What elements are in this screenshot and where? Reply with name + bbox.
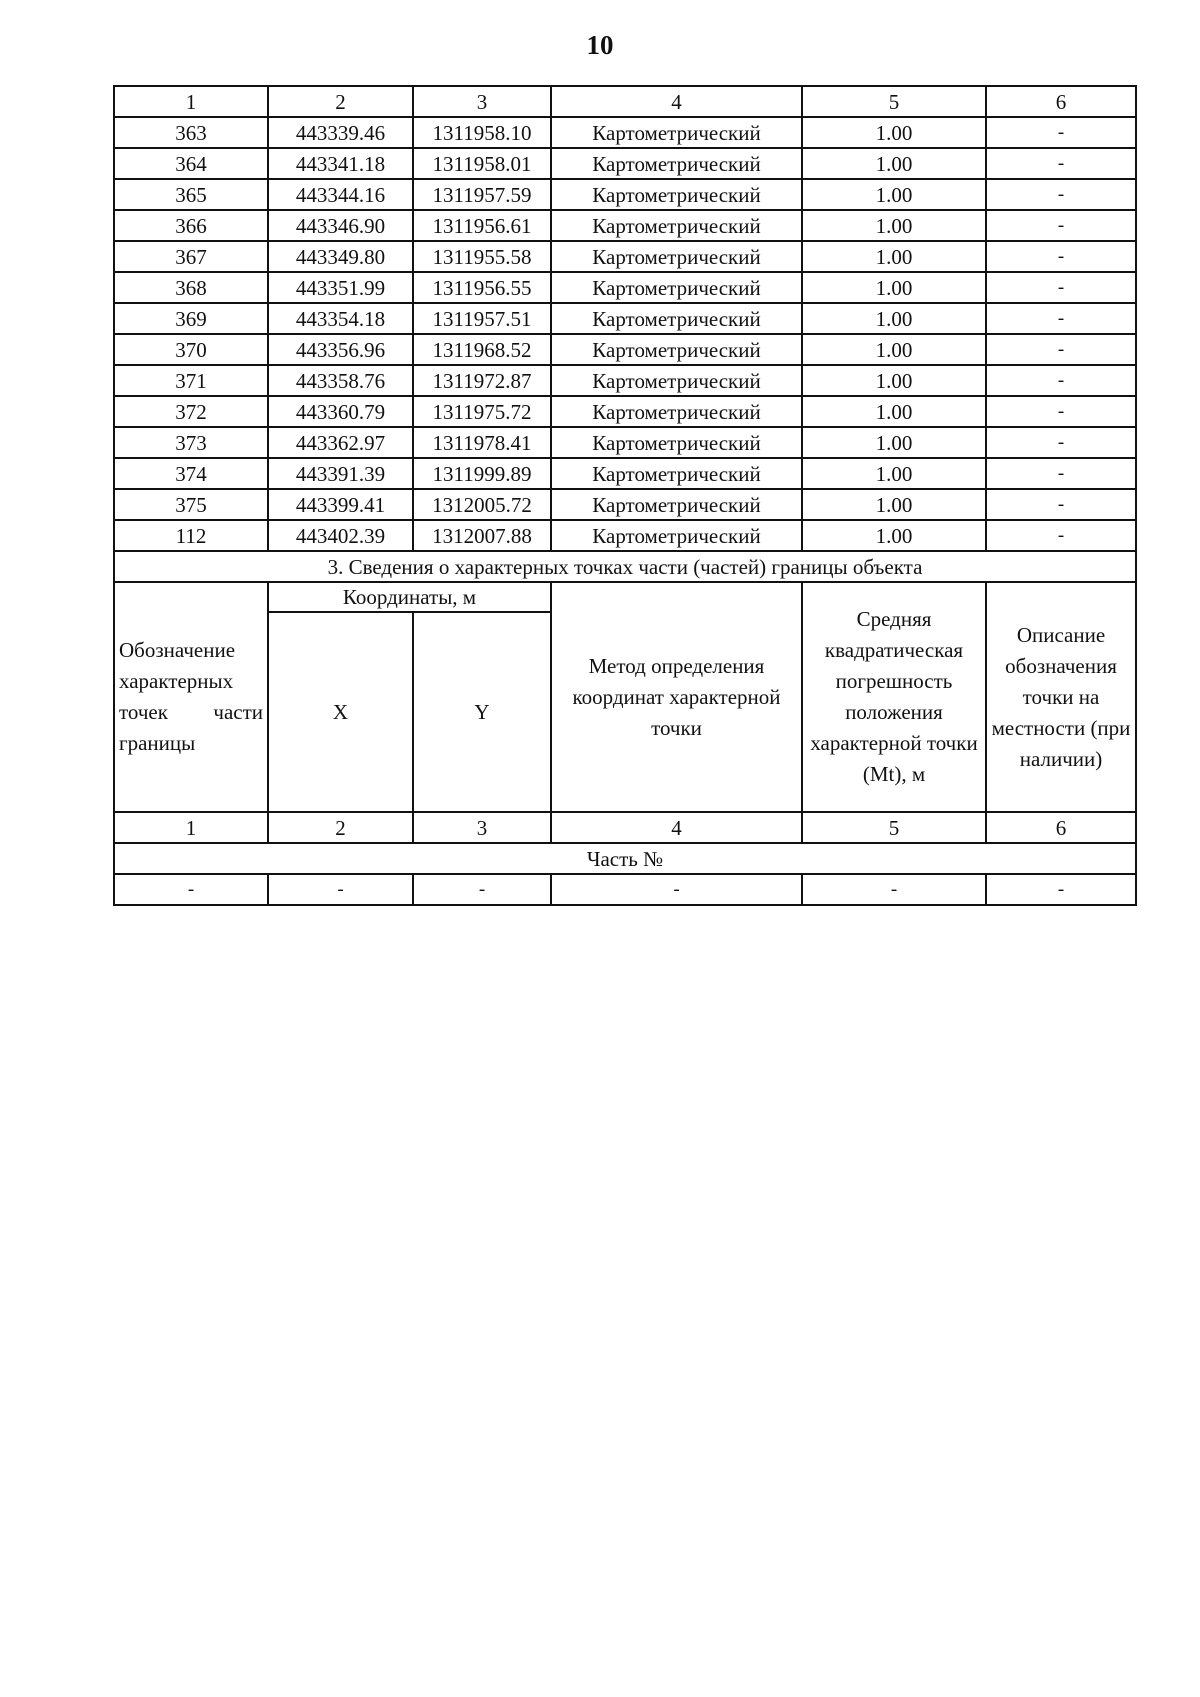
x-cell: 443402.39 [268, 520, 413, 551]
table-row [114, 427, 1136, 458]
part-row [114, 843, 1136, 874]
description-cell: - [986, 396, 1136, 427]
table-row [114, 179, 1136, 210]
mt-cell: 1.00 [802, 427, 986, 458]
mt-cell: 1.00 [802, 520, 986, 551]
point-number-cell: 367 [114, 241, 268, 272]
method-cell: Картометрический [551, 489, 802, 520]
point-number-cell: 364 [114, 148, 268, 179]
description-cell: - [986, 241, 1136, 272]
column-number: 5 [802, 86, 986, 117]
y-cell: 1311978.41 [413, 427, 551, 458]
description-cell: - [986, 210, 1136, 241]
header-row [114, 582, 1136, 612]
y-cell: 1311957.59 [413, 179, 551, 210]
mt-cell: 1.00 [802, 396, 986, 427]
point-number-cell: 366 [114, 210, 268, 241]
y-cell: 1311999.89 [413, 458, 551, 489]
page-number: 10 [586, 30, 614, 60]
empty-row [114, 874, 1136, 905]
point-number-cell: 370 [114, 334, 268, 365]
mt-cell: 1.00 [802, 489, 986, 520]
table-row [114, 148, 1136, 179]
point-number-cell: 374 [114, 458, 268, 489]
y-cell: 1311972.87 [413, 365, 551, 396]
point-number-cell: 363 [114, 117, 268, 148]
description-cell: - [986, 334, 1136, 365]
description-cell: - [986, 365, 1136, 396]
part-label: Часть № [114, 843, 1136, 874]
description-header: Описание обозначения точки на местности (при наличии) [986, 582, 1136, 812]
method-cell: Картометрический [551, 520, 802, 551]
point-number-cell: 373 [114, 427, 268, 458]
x-cell: 443341.18 [268, 148, 413, 179]
mt-cell: 1.00 [802, 210, 986, 241]
method-cell: Картометрический [551, 365, 802, 396]
mt-cell: 1.00 [802, 241, 986, 272]
empty-cell: - [802, 874, 986, 905]
column-number: 4 [551, 812, 802, 843]
description-cell: - [986, 148, 1136, 179]
method-cell: Картометрический [551, 272, 802, 303]
empty-cell: - [268, 874, 413, 905]
description-cell: - [986, 117, 1136, 148]
table-row [114, 365, 1136, 396]
y-cell: 1311956.55 [413, 272, 551, 303]
point-number-cell: 371 [114, 365, 268, 396]
column-number: 3 [413, 86, 551, 117]
table-row [114, 458, 1136, 489]
method-cell: Картометрический [551, 303, 802, 334]
empty-cell: - [551, 874, 802, 905]
empty-cell: - [413, 874, 551, 905]
point-number-cell: 369 [114, 303, 268, 334]
x-cell: 443354.18 [268, 303, 413, 334]
method-cell: Картометрический [551, 117, 802, 148]
point-number-cell: 372 [114, 396, 268, 427]
column-number: 1 [114, 86, 268, 117]
column-number: 4 [551, 86, 802, 117]
column-number: 6 [986, 86, 1136, 117]
point-number-cell: 375 [114, 489, 268, 520]
mt-cell: 1.00 [802, 303, 986, 334]
mt-header: Средняя квадратическая погрешность положения характерной точки (Mt), м [802, 582, 986, 812]
x-cell: 443391.39 [268, 458, 413, 489]
table-row [114, 334, 1136, 365]
y-cell: 1311957.51 [413, 303, 551, 334]
method-cell: Картометрический [551, 427, 802, 458]
y-cell: 1311958.10 [413, 117, 551, 148]
description-cell: - [986, 179, 1136, 210]
y-cell: 1311956.61 [413, 210, 551, 241]
description-cell: - [986, 272, 1136, 303]
coordinates-header: Координаты, м [268, 582, 551, 612]
x-cell: 443349.80 [268, 241, 413, 272]
method-cell: Картометрический [551, 396, 802, 427]
empty-cell: - [986, 874, 1136, 905]
designation-header: Обозначение характерных точек части границы [114, 582, 268, 812]
mt-cell: 1.00 [802, 179, 986, 210]
mt-cell: 1.00 [802, 148, 986, 179]
column-number: 6 [986, 812, 1136, 843]
table-row [114, 210, 1136, 241]
mt-cell: 1.00 [802, 458, 986, 489]
point-number-cell: 368 [114, 272, 268, 303]
empty-cell: - [114, 874, 268, 905]
point-number-cell: 365 [114, 179, 268, 210]
table-row [114, 489, 1136, 520]
y-cell: 1312007.88 [413, 520, 551, 551]
column-number-row [114, 86, 1136, 117]
x-cell: 443362.97 [268, 427, 413, 458]
y-cell: 1311968.52 [413, 334, 551, 365]
y-cell: 1311955.58 [413, 241, 551, 272]
x-cell: 443346.90 [268, 210, 413, 241]
table-row [114, 117, 1136, 148]
section-column-number-row [114, 812, 1136, 843]
table-row [114, 303, 1136, 334]
method-cell: Картометрический [551, 241, 802, 272]
mt-cell: 1.00 [802, 117, 986, 148]
column-number: 1 [114, 812, 268, 843]
y-cell: 1311975.72 [413, 396, 551, 427]
description-cell: - [986, 303, 1136, 334]
x-cell: 443360.79 [268, 396, 413, 427]
x-cell: 443344.16 [268, 179, 413, 210]
method-cell: Картометрический [551, 179, 802, 210]
coordinates-table [113, 85, 1137, 906]
method-cell: Картометрический [551, 148, 802, 179]
x-header: X [268, 612, 413, 812]
mt-cell: 1.00 [802, 334, 986, 365]
mt-cell: 1.00 [802, 272, 986, 303]
x-cell: 443351.99 [268, 272, 413, 303]
section-title-row [114, 551, 1136, 582]
method-cell: Картометрический [551, 334, 802, 365]
x-cell: 443358.76 [268, 365, 413, 396]
section-title: 3. Сведения о характерных точках части (частей) границы объекта [114, 551, 1136, 582]
y-header: Y [413, 612, 551, 812]
table-row [114, 241, 1136, 272]
table-row [114, 396, 1136, 427]
description-cell: - [986, 427, 1136, 458]
description-cell: - [986, 489, 1136, 520]
column-number: 2 [268, 86, 413, 117]
column-number: 3 [413, 812, 551, 843]
x-cell: 443356.96 [268, 334, 413, 365]
description-cell: - [986, 520, 1136, 551]
x-cell: 443339.46 [268, 117, 413, 148]
method-header: Метод определения координат характерной точки [551, 582, 802, 812]
y-cell: 1312005.72 [413, 489, 551, 520]
description-cell: - [986, 458, 1136, 489]
method-cell: Картометрический [551, 210, 802, 241]
x-cell: 443399.41 [268, 489, 413, 520]
point-number-cell: 112 [114, 520, 268, 551]
y-cell: 1311958.01 [413, 148, 551, 179]
table-row [114, 520, 1136, 551]
column-number: 2 [268, 812, 413, 843]
table-row [114, 272, 1136, 303]
column-number: 5 [802, 812, 986, 843]
mt-cell: 1.00 [802, 365, 986, 396]
method-cell: Картометрический [551, 458, 802, 489]
